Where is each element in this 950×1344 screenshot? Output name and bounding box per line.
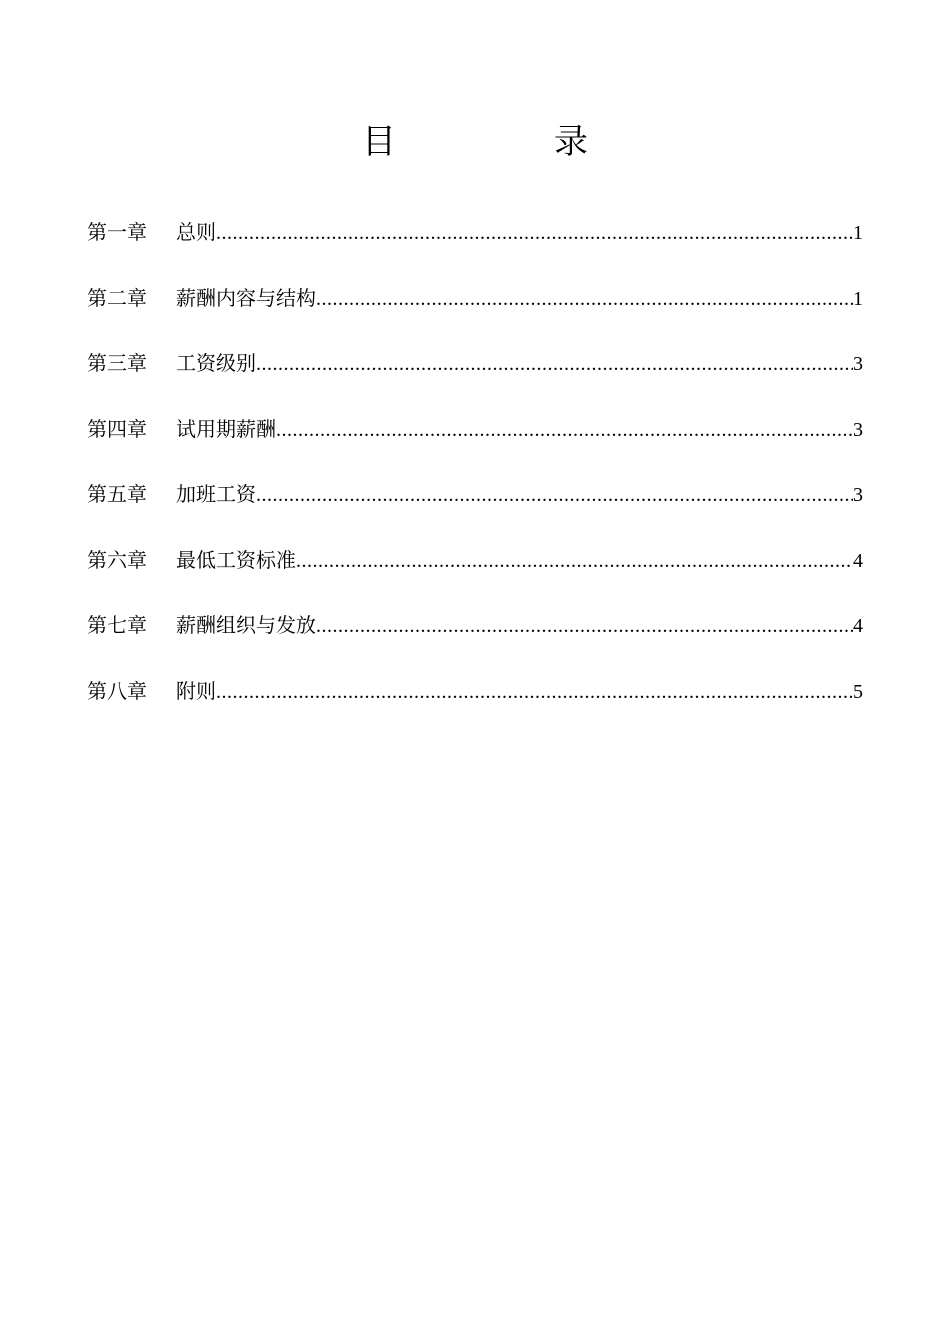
toc-chapter-number: 第二章 <box>87 285 147 310</box>
toc-page-number: 3 <box>853 353 863 375</box>
toc-chapter-number: 第五章 <box>87 482 147 506</box>
toc-chapter-number: 第七章 <box>87 613 147 637</box>
toc-dot-leader <box>256 477 853 513</box>
toc-chapter-number: 第一章 <box>87 220 147 244</box>
toc-dot-leader <box>216 674 853 710</box>
toc-list <box>87 214 863 738</box>
toc-chapter-title: 薪酬内容与结构 <box>176 285 316 310</box>
toc-chapter-number: 第四章 <box>87 416 147 441</box>
toc-chapter-number: 第六章 <box>87 547 147 572</box>
toc-page-number: 4 <box>853 549 863 572</box>
toc-title: 目 录 <box>362 122 650 162</box>
toc-chapter-title: 试用期薪酬 <box>176 416 276 441</box>
toc-dot-leader <box>276 412 853 448</box>
toc-entry[interactable] <box>87 411 863 477</box>
toc-page-number: 3 <box>853 418 863 441</box>
toc-entry[interactable] <box>87 673 863 739</box>
toc-entry[interactable] <box>87 607 863 673</box>
toc-chapter-title: 总则 <box>176 220 216 244</box>
toc-page-number: 5 <box>853 680 863 703</box>
toc-dot-leader <box>216 215 853 251</box>
toc-dot-leader <box>316 281 853 317</box>
toc-entry[interactable] <box>87 476 863 542</box>
toc-chapter-title: 附则 <box>176 678 216 703</box>
toc-chapter-title: 工资级别 <box>176 351 256 375</box>
toc-dot-leader <box>256 346 853 382</box>
toc-entry[interactable] <box>87 345 863 411</box>
toc-chapter-title: 加班工资 <box>176 482 256 506</box>
toc-chapter-title: 薪酬组织与发放 <box>176 613 316 637</box>
toc-page-number: 1 <box>853 287 863 310</box>
toc-dot-leader <box>316 608 853 644</box>
toc-dot-leader <box>296 543 853 579</box>
toc-page-number: 4 <box>853 615 863 637</box>
toc-chapter-number: 第三章 <box>87 351 147 375</box>
toc-page-number: 3 <box>853 484 863 506</box>
toc-page-number: 1 <box>853 222 863 244</box>
toc-entry[interactable] <box>87 542 863 608</box>
toc-chapter-number: 第八章 <box>87 678 147 703</box>
toc-entry[interactable] <box>87 214 863 280</box>
toc-chapter-title: 最低工资标准 <box>176 547 296 572</box>
toc-entry[interactable] <box>87 280 863 346</box>
